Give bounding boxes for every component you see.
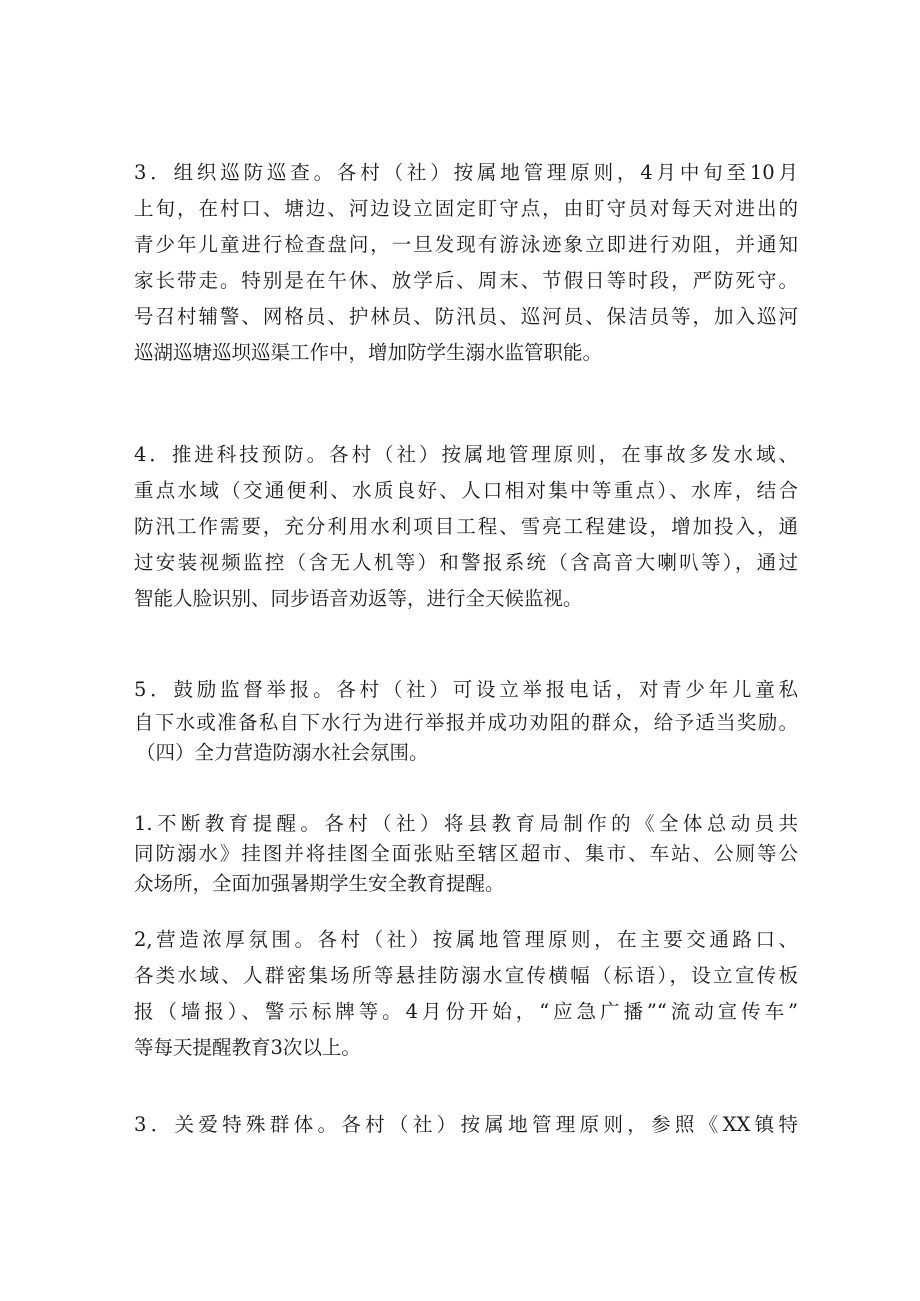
text-line: 3．组织巡防巡查。各村（社）按属地管理原则，4月中旬至10月 bbox=[134, 161, 798, 184]
text-line: 等每天提醒教育3次以上。 bbox=[134, 1036, 361, 1059]
text-line: 2,营造浓厚氛围。各村（社）按属地管理原则，在主要交通路口、 bbox=[134, 928, 798, 951]
text-line: 上旬，在村口、塘边、河边设立固定盯守点，由盯守员对每天对进出的 bbox=[134, 197, 798, 220]
text-line: 1.不断教育提醒。各村（社）将县教育局制作的《全体总动员共 bbox=[134, 812, 798, 835]
text-line: 防汛工作需要，充分利用水利项目工程、雪亮工程建设，增加投入，通 bbox=[134, 515, 798, 538]
text-line: 4．推进科技预防。各村（社）按属地管理原则，在事故多发水域、 bbox=[134, 443, 798, 466]
text-line: 各类水域、人群密集场所等悬挂防溺水宣传横幅（标语），设立宣传板 bbox=[134, 964, 798, 987]
paragraph-reporting bbox=[134, 672, 798, 768]
text-line: 同防溺水》挂图并将挂图全面张贴至辖区超市、集市、车站、公厕等公 bbox=[134, 842, 798, 865]
paragraph-special-groups bbox=[134, 1107, 798, 1143]
text-line: 智能人脸识别、同步语音劝返等，进行全天候监视。 bbox=[134, 587, 583, 610]
text-line: 家长带走。特别是在午休、放学后、周末、节假日等时段，严防死守。 bbox=[134, 269, 798, 292]
paragraph-education bbox=[134, 809, 798, 899]
text-line: 5．鼓励监督举报。各村（社）可设立举报电话，对青少年儿童私 bbox=[134, 678, 798, 701]
text-line: 报（墙报）、警示标牌等。4月份开始，“应急广播”“流动宣传车” bbox=[134, 1000, 798, 1023]
paragraph-atmosphere bbox=[134, 922, 798, 1066]
text-line: 重点水域（交通便利、水质良好、人口相对集中等重点）、水库，结合 bbox=[134, 479, 798, 502]
text-line: 过安装视频监控（含无人机等）和警报系统（含高音大喇叭等），通过 bbox=[134, 551, 798, 574]
text-line: 青少年儿童进行检查盘问，一旦发现有游泳迹象立即进行劝阻，并通知 bbox=[134, 233, 798, 256]
text-line: 自下水或准备私自下水行为进行举报并成功劝阻的群众，给予适当奖励。 bbox=[134, 711, 798, 734]
paragraph-patrol bbox=[134, 155, 798, 371]
text-line: 众场所，全面加强暑期学生安全教育提醒。 bbox=[134, 872, 505, 895]
text-line: 巡湖巡塘巡坝巡渠工作中，增加防学生溺水监管职能。 bbox=[134, 341, 603, 364]
paragraph-tech-prevention bbox=[134, 437, 798, 617]
section-heading: （四）全力营造防溺水社会氛围。 bbox=[136, 741, 429, 764]
text-line: 3．关爱特殊群体。各村（社）按属地管理原则，参照《XX镇特 bbox=[134, 1113, 798, 1136]
text-line: 号召村辅警、网格员、护林员、防汛员、巡河员、保洁员等，加入巡河 bbox=[134, 305, 798, 328]
